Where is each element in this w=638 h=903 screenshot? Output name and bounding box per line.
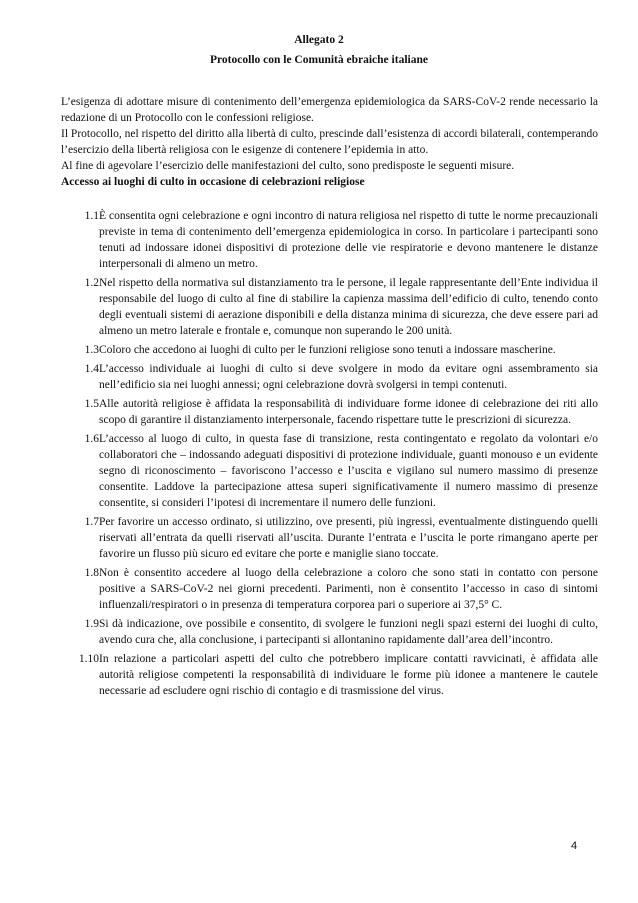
item-number: 1.3 (84, 344, 99, 356)
list-item (61, 616, 598, 648)
list-item (61, 565, 598, 613)
item-text: È consentita ogni celebrazione e ogni incontro di natura religiosa nel rispetto di tutte le norme precauzionali previste in tema di contenimento dell’emergenza epidemiologica in corso. In particolare i partecipanti sono tenuti ad indossare idonei dispositivi di protezione delle vie respiratorie e devono mantenere le distanze interpersonali di almeno un metro. (99, 210, 598, 270)
page-number: 4 (571, 840, 578, 852)
item-number: 1.4 (84, 363, 99, 375)
item-number: 1.8 (84, 567, 99, 579)
list-item (61, 396, 598, 428)
item-number: 1.10 (78, 653, 99, 665)
item-number: 1.7 (84, 516, 99, 528)
item-text: Si dà indicazione, ove possibile e consentito, di svolgere le funzioni negli spazi esterni dei luoghi di culto, avendo cura che, alla conclusione, i partecipanti si allontanino rapidamente dall’area dell’incontro. (99, 618, 598, 646)
item-number: 1.9 (84, 618, 99, 630)
item-number: 1.6 (84, 433, 99, 445)
item-text: Per favorire un accesso ordinato, si utilizzino, ove presenti, più ingressi, eventualmente distinguendo quelli riservati all’entrata da quelli riservati all’uscita. Durante l’entrata e l’uscita le porte rimangano aperte per favorire un flusso più sicuro ed evitare che porte e maniglie siano toccate. (99, 516, 598, 560)
item-number: 1.2 (84, 277, 99, 289)
item-number: 1.5 (84, 398, 99, 410)
item-text: L’accesso al luogo di culto, in questa fase di transizione, resta contingentato e regolato da volontari e/o collaboratori che – indossando adeguati dispositivi di protezione individuale, guanti monouso e un evidente segno di riconoscimento – favoriscono l’accesso e l’uscita e vigilano sul numero massimo di presenze consentite. Laddove la partecipazione attesa superi significativamente il numero massimo di presenze consentite, si consideri l’ipotesi di incrementare il numero delle funzioni. (99, 433, 598, 509)
list-item (61, 361, 598, 393)
numbered-list (61, 208, 598, 702)
list-item (61, 275, 598, 339)
intro-section (61, 94, 598, 190)
list-item (61, 342, 598, 358)
item-text: Non è consentito accedere al luogo della celebrazione a coloro che sono stati in contatto con persone positive a SARS-CoV-2 nei giorni precedenti. Parimenti, non è consentito l’accesso in caso di sintomi influenzali/respiratori o in presenza di temperatura corporea pari o superiore ai 37,5° C. (99, 567, 598, 611)
intro-paragraph: L’esigenza di adottare misure di contenimento dell’emergenza epidemiologica da SARS-CoV-2 rende necessario la redazione di un Protocollo con le confessioni religiose. (61, 96, 598, 124)
item-text: Alle autorità religiose è affidata la responsabilità di individuare forme idonee di celebrazione dei riti allo scopo di garantire il distanziamento interpersonale, facendo rispettare tutte le prescrizioni di sicurezza. (99, 398, 598, 426)
item-number: 1.1 (84, 210, 99, 222)
item-text: Coloro che accedono ai luoghi di culto per le funzioni religiose sono tenuti a indossare mascherine. (99, 344, 556, 356)
intro-paragraph: Al fine di agevolare l’esercizio delle manifestazioni del culto, sono predisposte le seguenti misure. (61, 160, 515, 172)
list-item (61, 431, 598, 511)
intro-paragraph: Il Protocollo, nel rispetto del diritto alla libertà di culto, prescinde dall’esistenza di accordi bilaterali, contemperando l’esercizio della libertà religiosa con le esigenze di contenere l’epidemia in atto. (61, 128, 598, 156)
document-title: Allegato 2 (294, 34, 344, 46)
section-title: Accesso ai luoghi di culto in occasione di celebrazioni religiose (61, 176, 365, 188)
document-subtitle: Protocollo con le Comunità ebraiche italiane (210, 54, 428, 66)
item-text: Nel rispetto della normativa sul distanziamento tra le persone, il legale rappresentante dell’Ente individua il responsabile del luogo di culto al fine di stabilire la capienza massima dell’edificio di culto, tenendo conto degli eventuali sistemi di aerazione disponibili e della distanza minima di sicurezza, che deve essere pari ad almeno un metro laterale e frontale e, comunque non superando le 200 unità. (99, 277, 598, 337)
list-item (61, 651, 598, 699)
item-text: In relazione a particolari aspetti del culto che potrebbero implicare contatti ravvicinati, è affidata alle autorità religiose competenti la responsabilità di individuare le forme più idonee a mantenere le cautele necessarie ad escludere ogni rischio di contagio e di trasmissione del virus. (99, 653, 598, 697)
list-item (61, 514, 598, 562)
list-item (61, 208, 598, 272)
item-text: L’accesso individuale ai luoghi di culto si deve svolgere in modo da evitare ogni assembramento sia nell’edificio sia nei luoghi annessi; ogni celebrazione dovrà svolgersi in tempi contenuti. (99, 363, 598, 391)
